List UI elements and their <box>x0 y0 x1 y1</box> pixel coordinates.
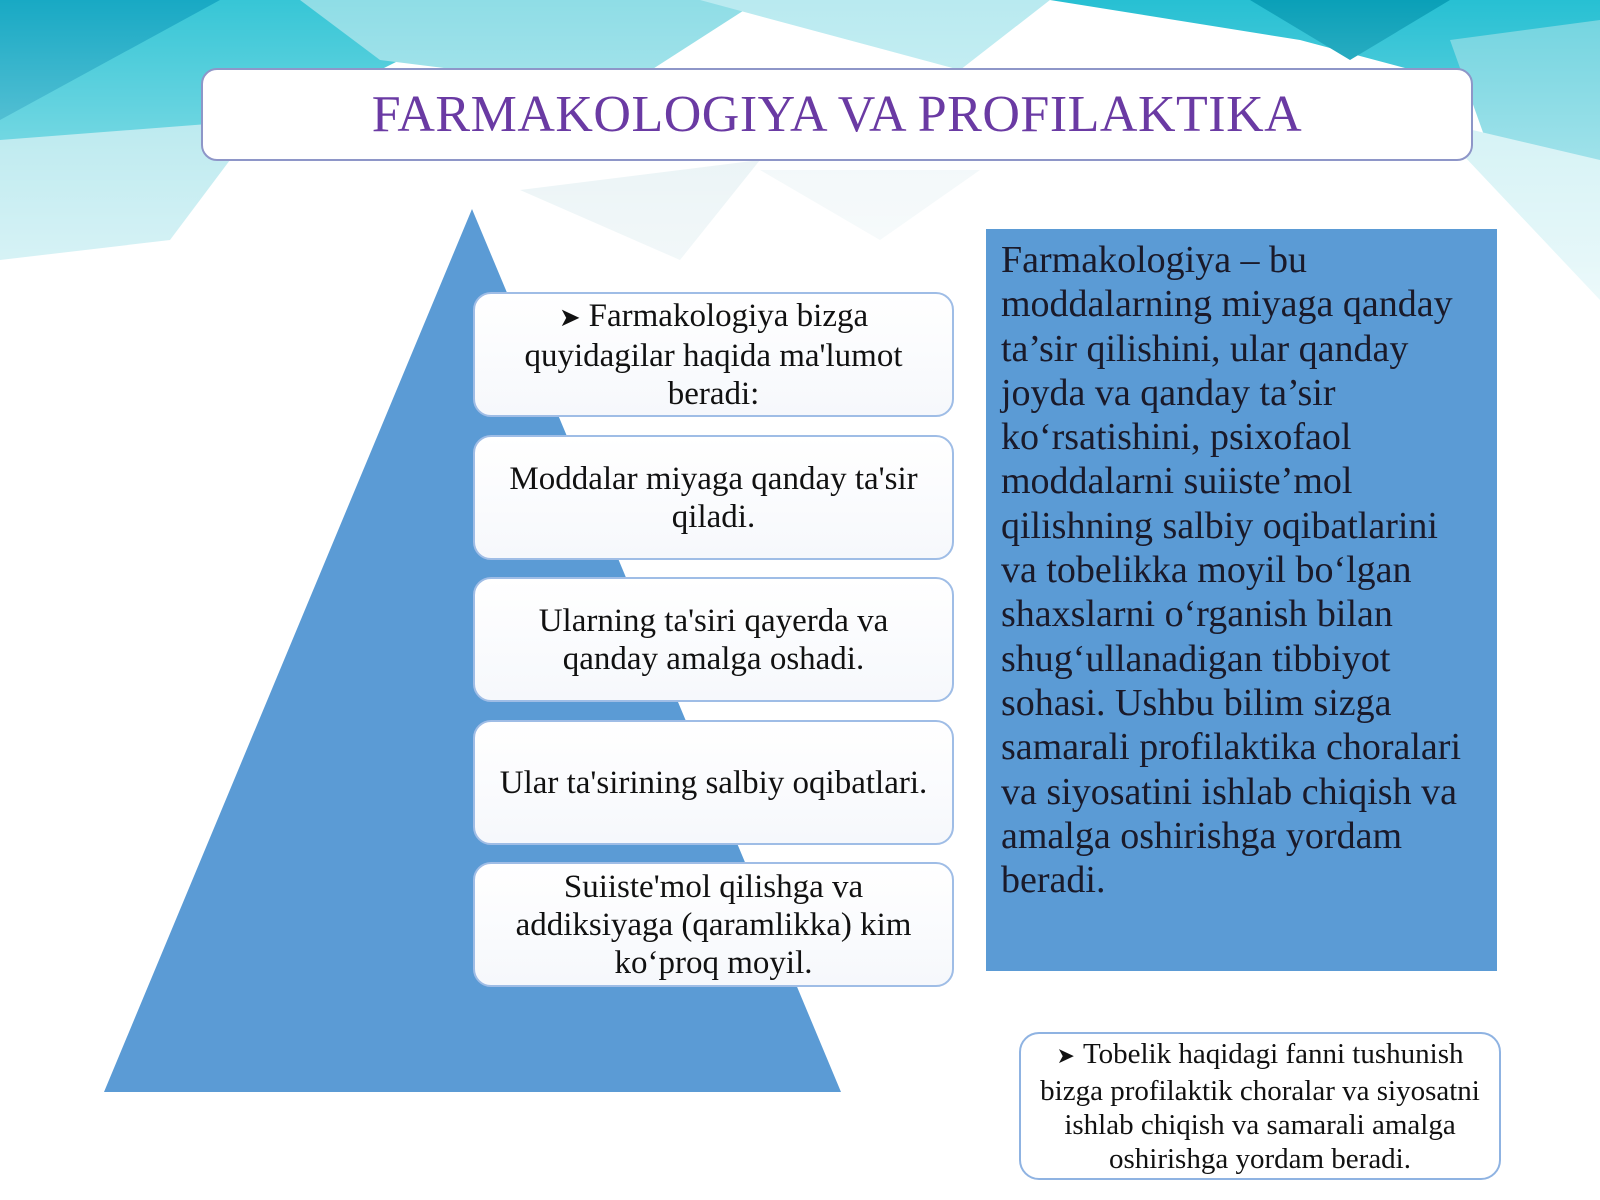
pyramid-item-2 <box>473 577 954 702</box>
slide-title: FARMAKOLOGIYA VA PROFILAKTIKA <box>371 86 1303 143</box>
pyramid-item-text: Ular ta'sirining salbiy oqibatlari. <box>499 764 928 801</box>
pyramid-item-text: Moddalar miyaga qanday ta'sir qiladi. <box>509 460 918 535</box>
definition-text: Farmakologiya – bu moddalarning miyaga qanday ta’sir qilishini, ular qanday joyda va qanday ta’sir ko‘rsatishini, psixofaol moddalarni suiiste’mol qilishning salbiy oqibatlarini va tobelikka moyil bo‘lgan shaxslarni o‘rganish bilan shug‘ullanadigan tibbiyot sohasi. Ushbu bilim sizga samarali profilaktika choralari va siyosatini ishlab chiqish va amalga oshirishga yordam beradi. <box>1001 239 1462 902</box>
pyramid-intro-text: Farmakologiya bizga quyidagilar haqida ma'lumot beradi: <box>524 297 903 412</box>
pyramid-intro-box <box>473 292 954 417</box>
pyramid-item-text: Suiiste'mol qilishga va addiksiyaga (qaramlikka) kim ko‘proq moyil. <box>515 868 912 981</box>
arrowhead-bullet-icon: ➤ <box>1056 1043 1075 1069</box>
pyramid-item-text: Ularning ta'siri qayerda va qanday amalga oshadi. <box>538 602 889 677</box>
note-box <box>1019 1032 1501 1180</box>
note-text: Tobelik haqidagi fanni tushunish bizga profilaktik choralar va siyosatni ishlab chiqish va samarali amalga oshirishga yordam beradi. <box>1040 1037 1480 1175</box>
title-box <box>201 68 1473 161</box>
arrowhead-bullet-icon: ➤ <box>558 302 581 333</box>
definition-panel <box>986 229 1497 971</box>
pyramid-item-4 <box>473 862 954 987</box>
pyramid-item-1 <box>473 435 954 560</box>
pyramid-item-3 <box>473 720 954 845</box>
